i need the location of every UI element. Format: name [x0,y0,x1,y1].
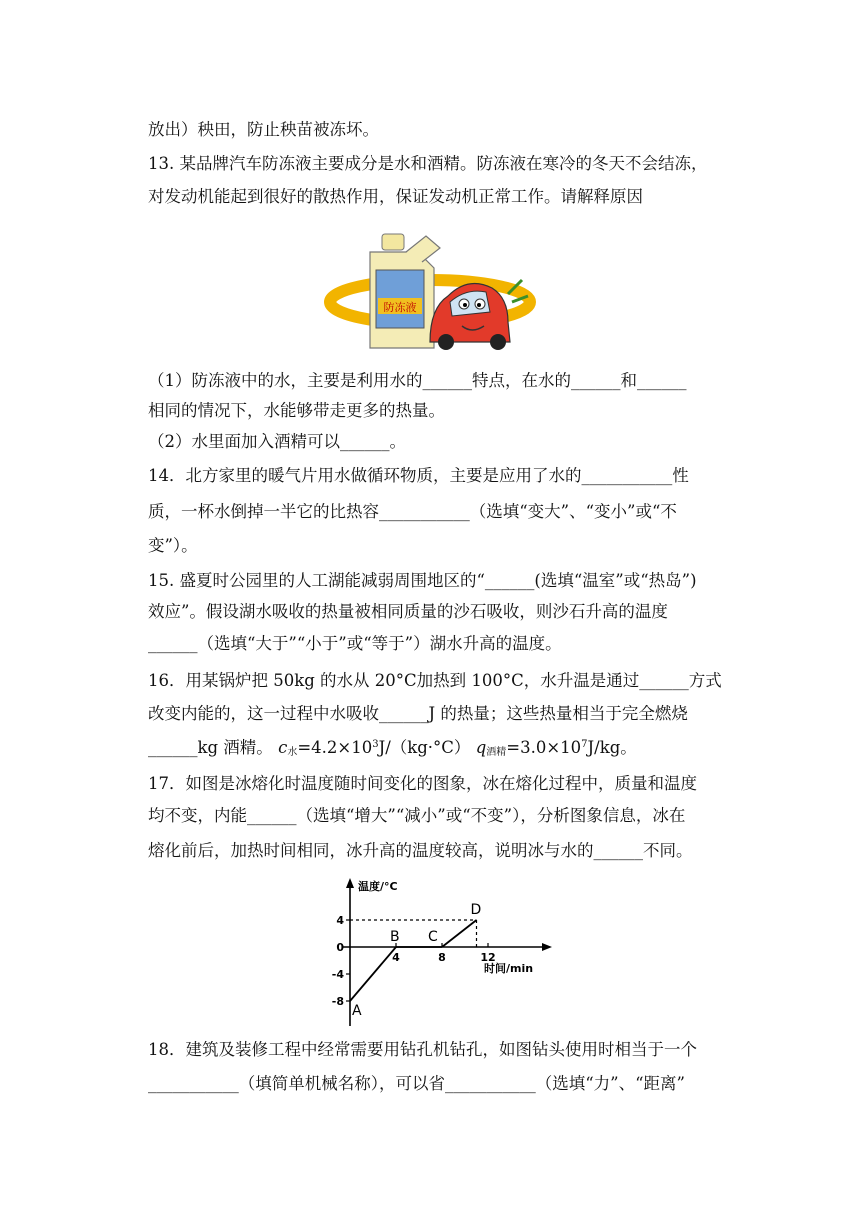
question-13-part-1-line-1: （1）防冻液中的水，主要是利用水的______特点，在水的______和______ [148,371,687,390]
question-14-line-3: 变”）。 [148,536,198,555]
question-15-line-1: 15. 盛夏时公园里的人工湖能减弱周围地区的“______(选填“温室”或“热岛”) [148,571,697,590]
temperature-line-segment [350,947,396,1001]
text-line-1: 放出）秧田，防止秧苗被冻坏。 [148,120,379,139]
q-exponent: 7 [581,739,588,750]
question-16-line-2: 改变内能的，这一过程中水吸收______J 的热量；这些热量相当于完全燃烧 [148,704,688,723]
question-14-line-2: 质，一杯水倒掉一半它的比热容___________（选填“变大”、“变小”或“不 [148,502,677,521]
x-axis-arrow [542,943,552,951]
question-18-line-1: 18．建筑及装修工程中经常需要用钻孔机钻孔，如图钻头使用时相当于一个 [148,1040,697,1059]
y-tick-label: -8 [331,995,344,1008]
point-label-d: D [470,902,482,918]
q-value: =3.0×10 [506,738,582,757]
c-subscript: 水 [287,747,298,758]
melting-graph [322,876,554,1034]
point-label-c: C [428,929,438,945]
c-symbol: c [278,738,288,757]
x-axis-label: 时间/min [484,962,534,975]
question-15-line-3: ______（选填“大于”“小于”或“等于”）湖水升高的温度。 [148,634,562,653]
question-16-line-1: 16．用某锅炉把 50kg 的水从 20°C加热到 100°C，水升温是通过______方式 [148,671,722,690]
y-axis-arrow [346,878,354,888]
antifreeze-illustration [322,222,538,354]
question-17-line-3: 熔化前后，加热时间相同，冰升高的温度较高，说明冰与水的______不同。 [148,841,693,860]
question-13-part-1-line-2: 相同的情况下，水能够带走更多的热量。 [148,401,445,420]
c-unit: J/（kg·°C） [378,738,471,757]
question-13-line-1: 13. 某品牌汽车防冻液主要成分是水和酒精。防冻液在寒冷的冬天不会结冻， [148,154,708,173]
temperature-line-segment [442,920,477,947]
y-tick-label: 0 [336,941,344,954]
x-tick-label: 8 [438,951,446,964]
question-13-line-2: 对发动机能起到很好的散热作用，保证发动机正常工作。请解释原因 [148,187,643,206]
question-18-line-2: ___________（填简单机械名称），可以省___________（选填“力”、“距离” [148,1074,685,1093]
point-label-b: B [390,929,400,945]
point-label-a: A [352,1003,362,1019]
question-13-part-2: （2）水里面加入酒精可以______。 [148,432,406,451]
c-value: =4.2×10 [297,738,373,757]
c-exponent: 3 [372,739,379,750]
question-17-line-2: 均不变，内能______（选填“增大”“减小”或“不变”），分析图象信息，冰在 [148,806,686,825]
y-axis-label: 温度/°C [358,880,398,893]
q-symbol: q [475,738,487,757]
y-tick-label: -4 [331,968,344,981]
antifreeze-label: 防冻液 [383,301,417,314]
question-17-line-1: 17．如图是冰熔化时温度随时间变化的图象，冰在熔化过程中，质量和温度 [148,774,697,793]
q-subscript: 酒精 [486,747,507,758]
q-unit: J/kg。 [587,738,637,757]
x-tick-label: 12 [480,951,496,964]
q16-blank-text: ______kg 酒精。 [148,738,273,757]
question-15-line-2: 效应”。假设湖水吸收的热量被相同质量的沙石吸收，则沙石升高的温度 [148,602,668,621]
y-tick-label: 4 [336,914,344,927]
question-14-line-1: 14．北方家里的暖气片用水做循环物质，主要是应用了水的___________性 [148,466,689,485]
question-16-line-3 [148,740,637,758]
x-tick-label: 4 [392,951,400,964]
